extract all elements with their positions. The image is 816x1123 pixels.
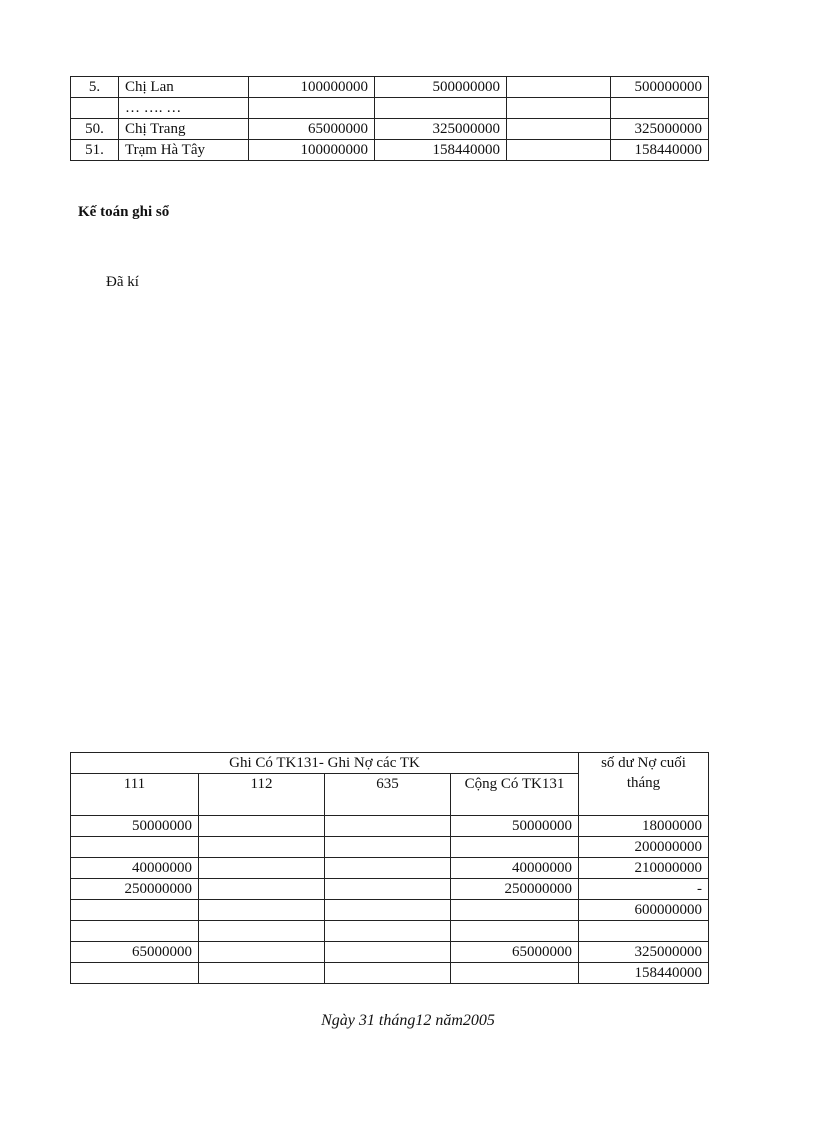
row-number: 51. [71, 140, 119, 161]
amount-cell [325, 942, 451, 963]
customer-ledger-table [70, 76, 709, 161]
table-row [71, 98, 709, 119]
amount-cell [325, 837, 451, 858]
amount-cell [325, 921, 451, 942]
balance-cell: 200000000 [579, 837, 709, 858]
amount-cell: 500000000 [375, 77, 507, 98]
table-header-row [71, 753, 709, 774]
table-row [71, 942, 709, 963]
balance-cell: 325000000 [579, 942, 709, 963]
balance-cell: 600000000 [579, 900, 709, 921]
amount-cell [71, 837, 199, 858]
amount-cell [375, 98, 507, 119]
amount-cell [249, 98, 375, 119]
column-header-112: 112 [199, 774, 325, 816]
table-row [71, 858, 709, 879]
amount-cell: 158440000 [611, 140, 709, 161]
row-number: 50. [71, 119, 119, 140]
amount-cell [507, 77, 611, 98]
amount-cell [451, 837, 579, 858]
amount-cell [451, 900, 579, 921]
table-row [71, 879, 709, 900]
customer-name: Trạm Hà Tây [119, 140, 249, 161]
table-row [71, 963, 709, 984]
balance-cell: 158440000 [579, 963, 709, 984]
amount-cell: 250000000 [451, 879, 579, 900]
table-row [71, 119, 709, 140]
amount-cell [325, 816, 451, 837]
amount-cell: 50000000 [71, 816, 199, 837]
date-line: Ngày 31 tháng12 năm2005 [321, 1012, 495, 1029]
row-number [71, 98, 119, 119]
amount-cell [507, 119, 611, 140]
amount-cell: 40000000 [451, 858, 579, 879]
amount-cell: 250000000 [71, 879, 199, 900]
amount-cell [507, 98, 611, 119]
balance-cell: - [579, 879, 709, 900]
group-header: Ghi Có TK131- Ghi Nợ các TK [71, 753, 579, 774]
signed-note: Đã kí [106, 274, 139, 290]
balance-cell [579, 921, 709, 942]
customer-name: Chị Trang [119, 119, 249, 140]
amount-cell [611, 98, 709, 119]
amount-cell [199, 900, 325, 921]
credit-summary-table [70, 752, 709, 984]
amount-cell: 65000000 [249, 119, 375, 140]
amount-cell [71, 921, 199, 942]
amount-cell: 325000000 [375, 119, 507, 140]
customer-name: … …. … [119, 98, 249, 119]
amount-cell [451, 921, 579, 942]
amount-cell [325, 900, 451, 921]
amount-cell [199, 879, 325, 900]
column-header-111: 111 [71, 774, 199, 816]
amount-cell: 100000000 [249, 140, 375, 161]
signer-role: Kế toán ghi sổ [78, 204, 170, 220]
amount-cell: 40000000 [71, 858, 199, 879]
amount-cell [325, 879, 451, 900]
amount-cell [71, 900, 199, 921]
column-header-635: 635 [325, 774, 451, 816]
balance-header: số dư Nợ cuối tháng [579, 753, 709, 816]
customer-name: Chị Lan [119, 77, 249, 98]
balance-cell: 18000000 [579, 816, 709, 837]
amount-cell [199, 963, 325, 984]
amount-cell [325, 963, 451, 984]
table-row [71, 77, 709, 98]
amount-cell [199, 816, 325, 837]
amount-cell [199, 858, 325, 879]
amount-cell: 325000000 [611, 119, 709, 140]
table-row [71, 900, 709, 921]
amount-cell: 50000000 [451, 816, 579, 837]
amount-cell: 65000000 [71, 942, 199, 963]
amount-cell: 158440000 [375, 140, 507, 161]
table-row [71, 837, 709, 858]
amount-cell: 65000000 [451, 942, 579, 963]
amount-cell [325, 858, 451, 879]
row-number: 5. [71, 77, 119, 98]
table-row [71, 921, 709, 942]
amount-cell: 100000000 [249, 77, 375, 98]
amount-cell [451, 963, 579, 984]
balance-cell: 210000000 [579, 858, 709, 879]
amount-cell: 500000000 [611, 77, 709, 98]
table-row [71, 816, 709, 837]
amount-cell [71, 963, 199, 984]
amount-cell [199, 921, 325, 942]
amount-cell [507, 140, 611, 161]
table-row [71, 140, 709, 161]
amount-cell [199, 837, 325, 858]
amount-cell [199, 942, 325, 963]
column-header-total: Cộng Có TK131 [451, 774, 579, 816]
